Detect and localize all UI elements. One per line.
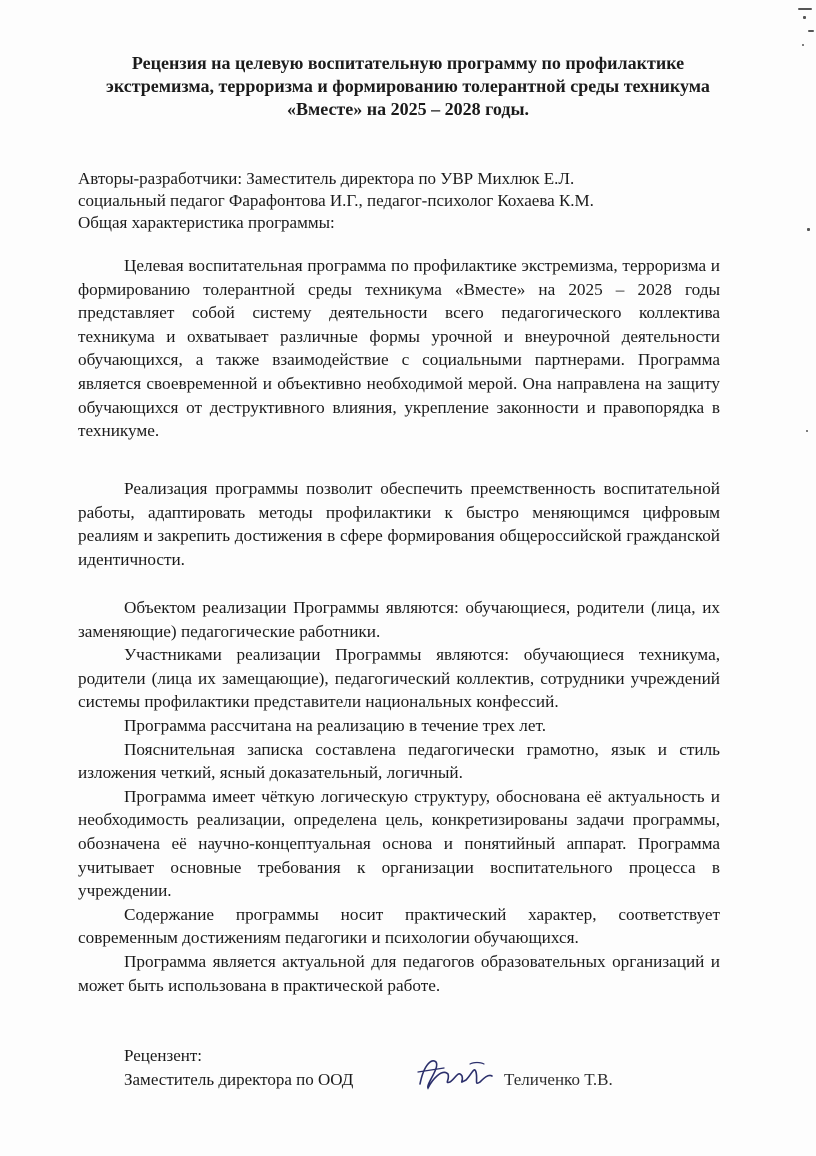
signature-icon <box>414 1054 494 1094</box>
authors-block <box>78 168 728 234</box>
authors-line: Авторы-разработчики: Заместитель директора по УВР Михлюк Е.Л. <box>78 169 575 188</box>
paragraph: Пояснительная записка составлена педагогически грамотно, язык и стиль изложения четкий, ясный доказательный, логичный. <box>78 739 720 783</box>
paragraph: Содержание программы носит практический характер, соответствует современным достижениям педагогики и психологии обучающихся. <box>78 904 720 948</box>
paragraph: Программа является актуальной для педагогов образовательных организаций и может быть использована в практической работе. <box>78 951 720 995</box>
reviewer-block <box>124 1044 613 1092</box>
document-title: Рецензия на целевую воспитательную программу по профилактике экстремизма, терроризма и формированию толерантной среды техникума «Вместе» на 2025 – 2028 годы. <box>106 53 710 119</box>
reviewer-position: Заместитель директора по ООД <box>124 1070 354 1089</box>
scan-edge-artifacts <box>786 0 816 1156</box>
reviewer-name: Теличенко Т.В. <box>504 1070 613 1089</box>
authors-line: социальный педагог Фарафонтова И.Г., педагог-психолог Кохаева К.М. <box>78 191 594 210</box>
body-section-1 <box>78 254 720 443</box>
paragraph: Программа имеет чёткую логическую структуру, обоснована её актуальность и необходимость реализации, определена цель, конкретизированы задачи программы, обозначена её научно-концептуальная основа и понятийный аппарат. Программа учитывает основные требования к организации воспитательного процесса в учреждении. <box>78 786 720 901</box>
paragraph: Участниками реализации Программы являются: обучающиеся техникума, родители (лица их замещающие), педагогический коллектив, сотрудники учреждений системы профилактики представители национальных конфессий. <box>78 645 720 712</box>
paragraph: Целевая воспитательная программа по профилактике экстремизма, терроризма и формированию толерантной среды техникума «Вместе» на 2025 – 2028 годы представляет собой систему деятельности всего педагогического коллектива техникума и охватывает различные формы урочной и внеурочной деятельности обучающихся, а также взаимодействие с социальными партнерами. Программа является своевременной и объективно необходимой мерой. Она направлена на защиту обучающихся от деструктивного влияния, укрепление законности и правопорядка в техникуме. <box>78 256 720 441</box>
reviewer-line <box>124 1068 613 1092</box>
paragraph: Программа рассчитана на реализацию в течение трех лет. <box>124 715 546 735</box>
body-section-2 <box>78 477 720 571</box>
body-section-3 <box>78 596 720 997</box>
reviewer-label: Рецензент: <box>124 1046 203 1065</box>
paragraph: Реализация программы позволит обеспечить преемственность воспитательной работы, адаптировать методы профилактики к быстро меняющимся цифровым реалиям и закрепить достижения в сфере формирования общероссийской гражданской идентичности. <box>78 479 720 569</box>
paragraph: Объектом реализации Программы являются: обучающиеся, родители (лица, их заменяющие) педагогические работники. <box>78 598 720 641</box>
program-overview-heading: Общая характеристика программы: <box>78 213 335 232</box>
